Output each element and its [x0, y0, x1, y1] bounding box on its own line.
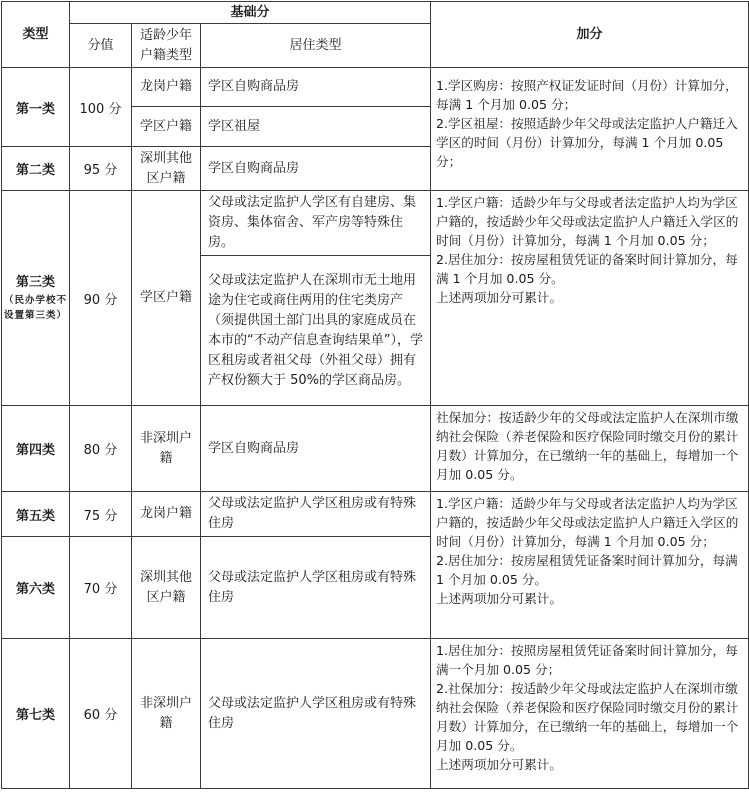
- hukou-type: 非深圳户籍: [132, 406, 201, 492]
- bonus-line: 2.社保加分：按适龄少年父母或法定监护人在深圳市缴纳社会保险（养老保险和医疗保险同时缴交月份的累计月数）计算加分，在已缴纳一年的基础上，每增加一个月加 0.05 分。: [436, 681, 739, 753]
- hukou-type: 深圳其他区户籍: [132, 147, 201, 191]
- bonus-line: 上述两项加分可累计。: [436, 591, 562, 606]
- category-note: （民办学校不设置第三类）: [3, 295, 67, 321]
- bonus-rules: [431, 639, 749, 789]
- table-row: [2, 639, 749, 789]
- category-label: 第七类: [2, 639, 70, 789]
- category-label: 第六类: [2, 537, 70, 639]
- bonus-line: 2.居住加分：按房屋租赁凭证的备案时间计算加分，每满 1 个月加 0.05 分。: [436, 252, 738, 286]
- category-label: 第三类: [15, 275, 55, 290]
- score-value: 100 分: [70, 68, 132, 147]
- bonus-rules: [431, 68, 749, 191]
- residence-type: 父母或法定监护人学区租房或有特殊住房: [201, 639, 431, 789]
- hukou-type: 学区户籍: [132, 107, 201, 147]
- bonus-line: 1.居住加分：按照房屋租赁凭证备案时间计算加分，每满一个月加 0.05 分；: [436, 643, 738, 677]
- residence-type: 父母或法定监护人学区租房或有特殊住房: [201, 537, 431, 639]
- header-score: 分值: [70, 24, 132, 68]
- bonus-line: 上述两项加分可累计。: [436, 757, 562, 772]
- residence-type: 学区自购商品房: [201, 147, 431, 191]
- bonus-line: 1.学区户籍：适龄少年与父母或者法定监护人均为学区户籍的，按适龄少年父母或法定监护人户籍迁入学区的时间（月份）计算加分，每满 1 个月加 0.05 分；: [436, 195, 739, 248]
- header-residence-type: 居住类型: [201, 24, 431, 68]
- table-row: [2, 406, 749, 492]
- residence-type: 学区祖屋: [201, 107, 431, 147]
- table-row: [2, 68, 749, 107]
- bonus-line: 2.居住加分：按房屋租赁凭证备案时间计算加分，每满 1 个月加 0.05 分。: [436, 553, 742, 587]
- bonus-line: 社保加分：按适龄少年的父母或法定监护人在深圳市缴纳社会保险（养老保险和医疗保险同时缴交月份的累计月数）计算加分，在已缴纳一年的基础上，每增加一个月加 0.05 分。: [436, 410, 739, 482]
- residence-type: 学区自购商品房: [201, 406, 431, 492]
- bonus-rules: [431, 191, 749, 406]
- table-row: [2, 492, 749, 537]
- header-base-score: 基础分: [70, 2, 431, 24]
- score-value: 90 分: [70, 191, 132, 406]
- bonus-line: 1.学区购房：按照产权证发证时间（月份）计算加分，每满 1 个月加 0.05 分；: [436, 78, 738, 112]
- bonus-line: 2.学区祖屋：按照适龄少年父母或法定监护人户籍迁入学区的时间（月份）计算加分，每满 1 个月加 0.05 分；: [436, 116, 738, 169]
- header-type: 类型: [2, 2, 70, 68]
- score-value: 70 分: [70, 537, 132, 639]
- table-row: [2, 191, 749, 256]
- hukou-type: 非深圳户籍: [132, 639, 201, 789]
- residence-type: 父母或法定监护人学区有自建房、集资房、集体宿舍、军产房等特殊住房。: [201, 191, 431, 256]
- bonus-rules: [431, 406, 749, 492]
- hukou-type: 深圳其他区户籍: [132, 537, 201, 639]
- hukou-type: 学区户籍: [132, 191, 201, 406]
- category-cell: [2, 191, 70, 406]
- admission-score-table: [1, 1, 749, 789]
- score-value: 80 分: [70, 406, 132, 492]
- score-value: 75 分: [70, 492, 132, 537]
- category-label: 第一类: [2, 68, 70, 147]
- category-label: 第二类: [2, 147, 70, 191]
- residence-type: 学区自购商品房: [201, 68, 431, 107]
- bonus-line: 1.学区户籍：适龄少年与父母或者法定监护人均为学区户籍的，按适龄少年父母或法定监护人户籍迁入学区的时间（月份）计算加分，每满 1 个月加 0.05 分；: [436, 496, 739, 549]
- header-hukou-type: 适龄少年户籍类型: [132, 24, 201, 68]
- bonus-rules: [431, 492, 749, 639]
- bonus-line: 上述两项加分可累计。: [436, 290, 562, 305]
- category-label: 第五类: [2, 492, 70, 537]
- category-label: 第四类: [2, 406, 70, 492]
- residence-type: 父母或法定监护人在深圳市无土地用途为住宅或商住两用的住宅类房产（须提供国土部门出具的家庭成员在本市的“不动产信息查询结果单”），学区租房或者祖父母（外祖父母）拥有产权份额大于 50%的学区商品房。: [201, 256, 431, 406]
- hukou-type: 龙岗户籍: [132, 68, 201, 107]
- score-value: 60 分: [70, 639, 132, 789]
- hukou-type: 龙岗户籍: [132, 492, 201, 537]
- header-bonus: 加分: [431, 2, 749, 68]
- residence-type: 父母或法定监护人学区租房或有特殊住房: [201, 492, 431, 537]
- score-value: 95 分: [70, 147, 132, 191]
